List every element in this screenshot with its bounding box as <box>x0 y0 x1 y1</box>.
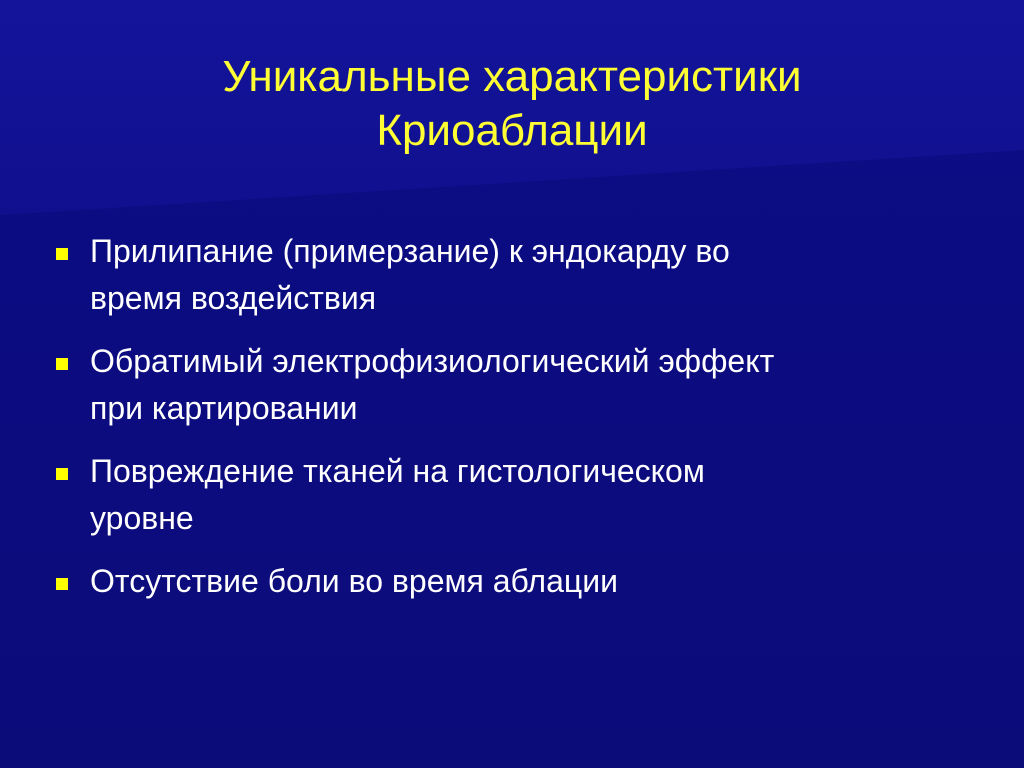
bullet-item <box>52 228 992 322</box>
bullet-line: Повреждение тканей на гистологическом <box>90 453 705 489</box>
bullet-text <box>90 448 992 542</box>
bullet-text <box>90 558 992 605</box>
square-bullet-icon <box>56 358 68 370</box>
bullet-item <box>52 448 992 542</box>
bullet-line: уровне <box>90 500 194 536</box>
square-bullet-icon <box>56 248 68 260</box>
bullet-text <box>90 228 992 322</box>
slide-title <box>0 50 1024 158</box>
bullet-text <box>90 338 992 432</box>
bullet-line: Отсутствие боли во время аблации <box>90 563 618 599</box>
bullet-line: Обратимый электрофизиологический эффект <box>90 343 775 379</box>
title-line: Криоаблации <box>376 106 648 155</box>
bullet-line: при картировании <box>90 390 358 426</box>
bullet-line: время воздействия <box>90 280 377 316</box>
title-line: Уникальные характеристики <box>222 52 802 101</box>
square-bullet-icon <box>56 578 68 590</box>
bullet-item <box>52 558 992 605</box>
bullet-item <box>52 338 992 432</box>
bullet-line: Прилипание (примерзание) к эндокарду во <box>90 233 730 269</box>
square-bullet-icon <box>56 468 68 480</box>
bullet-list <box>52 228 992 621</box>
